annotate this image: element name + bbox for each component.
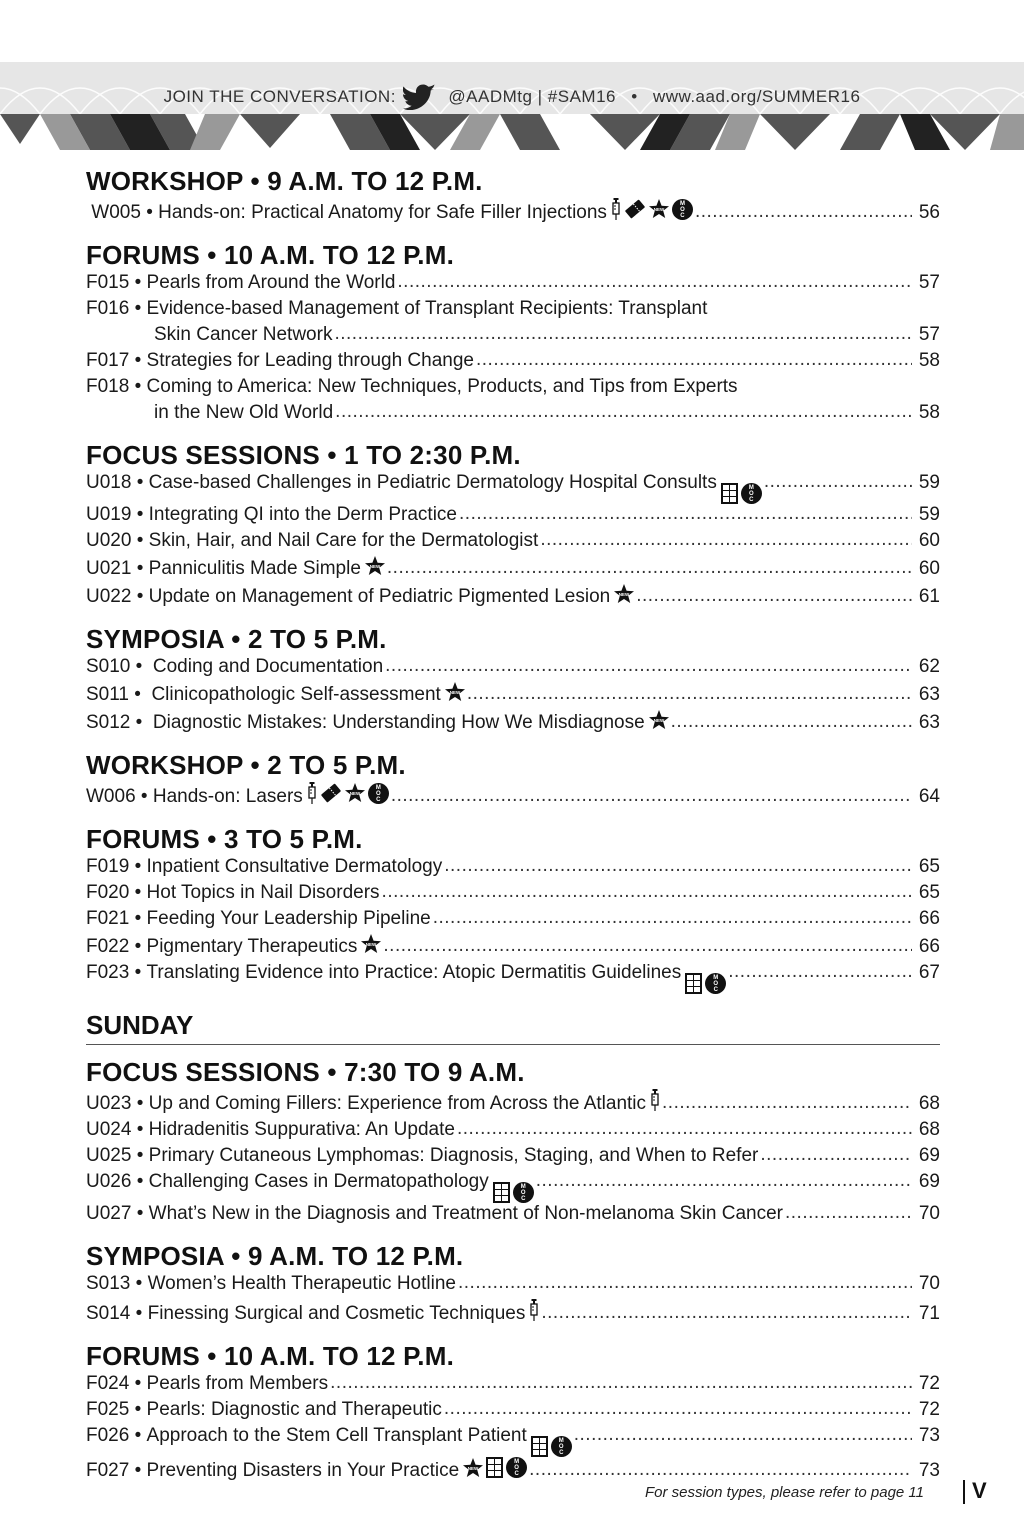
new-star-icon [361, 934, 381, 954]
session-row[interactable] [86, 1271, 940, 1297]
dot-leader [457, 1116, 912, 1142]
session-code: U022 • [86, 586, 149, 607]
session-title: Integrating QI into the Derm Practice [148, 504, 458, 525]
new-star-icon [649, 710, 669, 730]
session-code: F018 • [86, 376, 147, 397]
session-title: Skin Cancer Network [154, 324, 333, 345]
dot-leader [444, 1396, 912, 1422]
section-heading: FORUMS • 3 TO 5 P.M. [86, 824, 363, 854]
session-row[interactable] [86, 1143, 940, 1169]
session-icons [614, 584, 634, 604]
session-title: Hot Topics in Nail Disorders [146, 882, 380, 903]
session-icons [445, 682, 465, 702]
session-code: S010 • [86, 656, 153, 677]
session-title: Clinicopathologic Self-assessment [151, 684, 441, 705]
dot-leader [662, 1090, 912, 1116]
session-row[interactable] [86, 196, 940, 226]
ticket-icon [624, 198, 646, 220]
session-code: F025 • [86, 1399, 147, 1420]
moc-icon: M O C [368, 783, 389, 804]
day-two-schedule [86, 1057, 940, 1484]
session-row[interactable] [86, 1087, 940, 1117]
dot-leader [458, 1270, 912, 1296]
session-row[interactable] [86, 708, 940, 736]
session-row[interactable] [86, 296, 940, 322]
page-reference: 58 [918, 402, 940, 423]
session-title: Update on Management of Pediatric Pigmented Lesion [148, 586, 611, 607]
session-section [86, 624, 940, 736]
session-code: W005 • [86, 202, 159, 223]
session-code: U018 • [86, 472, 149, 493]
session-code: U027 • [86, 1203, 149, 1224]
session-icons [649, 710, 669, 730]
session-title: Hands-on: Lasers [152, 786, 303, 807]
page-reference: 73 [918, 1425, 940, 1446]
session-code: F017 • [86, 350, 147, 371]
footer-divider [963, 1480, 965, 1504]
dot-leader [433, 905, 912, 931]
dot-leader [383, 933, 912, 959]
ticket-icon [320, 782, 342, 804]
svg-text:NEW: NEW [366, 942, 377, 947]
session-code: U020 • [86, 530, 149, 551]
moc-icon: M O C [741, 483, 762, 504]
twitter-bird-icon[interactable] [403, 84, 439, 110]
session-row[interactable] [86, 502, 940, 528]
dot-leader [387, 555, 912, 581]
session-code: U025 • [86, 1145, 149, 1166]
session-section [86, 1241, 940, 1327]
svg-text:NEW: NEW [369, 564, 381, 569]
session-section [86, 1341, 940, 1484]
session-section [86, 240, 940, 426]
session-row[interactable] [86, 270, 940, 296]
session-code: U026 • [86, 1171, 149, 1192]
dot-leader [785, 1200, 912, 1226]
page-reference: 67 [918, 962, 940, 983]
session-code: F023 • [86, 962, 147, 983]
dot-leader [541, 1300, 912, 1326]
dot-leader [391, 783, 912, 809]
session-code: F026 • [86, 1425, 147, 1446]
new-star-icon [345, 783, 365, 803]
session-code: W006 • [86, 786, 153, 807]
section-heading: SYMPOSIA • 9 A.M. TO 12 P.M. [86, 1241, 464, 1271]
page-reference: 73 [918, 1459, 940, 1481]
page-reference: 70 [918, 1273, 940, 1294]
session-code: U019 • [86, 504, 149, 525]
page-reference: 60 [918, 558, 940, 579]
session-title: Pearls: Diagnostic and Therapeutic [146, 1399, 442, 1420]
grid-icon [486, 1457, 503, 1478]
day-heading-sunday: SUNDAY [86, 1010, 940, 1045]
session-code: S012 • [86, 712, 153, 733]
session-row[interactable] [86, 680, 940, 708]
session-title: Strategies for Leading through Change [146, 350, 474, 371]
new-star-icon [463, 1458, 483, 1478]
session-row[interactable] [86, 1397, 940, 1423]
dot-leader [764, 469, 912, 495]
new-star-icon [614, 584, 634, 604]
session-icons [463, 1457, 527, 1478]
section-heading: FOCUS SESSIONS • 7:30 TO 9 A.M. [86, 1057, 525, 1087]
dot-leader [636, 583, 912, 609]
session-title: What’s New in the Diagnosis and Treatment of Non-melanoma Skin Cancer [148, 1203, 783, 1224]
grid-icon [685, 973, 702, 994]
page-reference: 72 [918, 1399, 940, 1420]
session-row[interactable] [86, 322, 940, 348]
session-section [86, 440, 940, 610]
page-footer [0, 1478, 1024, 1508]
session-row[interactable] [86, 1423, 940, 1455]
session-title: Coming to America: New Techniques, Products, and Tips from Experts [146, 376, 738, 397]
header-chevron-pattern [0, 114, 1024, 150]
session-row[interactable] [86, 1117, 940, 1143]
session-row[interactable] [86, 906, 940, 932]
session-code: F016 • [86, 298, 147, 319]
session-title: Panniculitis Made Simple [148, 558, 361, 579]
session-code: F015 • [86, 272, 147, 293]
conversation-line [0, 84, 1024, 110]
page-reference: 60 [918, 530, 940, 551]
page-reference: 65 [918, 856, 940, 877]
dot-leader [536, 1168, 912, 1194]
page-reference: 63 [918, 684, 940, 705]
dot-leader [385, 653, 912, 679]
syringe-icon [307, 782, 317, 804]
session-title: Challenging Cases in Dermatopathology [148, 1171, 489, 1192]
session-section [86, 824, 940, 992]
session-title: Feeding Your Leadership Pipeline [146, 908, 431, 929]
session-code: F019 • [86, 856, 147, 877]
session-row[interactable] [86, 880, 940, 906]
page-reference: 66 [918, 908, 940, 929]
dot-leader [382, 879, 912, 905]
session-code: S011 • [86, 684, 152, 705]
session-row[interactable] [86, 554, 940, 582]
session-icons [611, 198, 693, 220]
separator-bullet: • [631, 87, 638, 106]
session-code: S013 • [86, 1273, 148, 1294]
page-reference: 63 [918, 712, 940, 733]
svg-text:NEW: NEW [618, 592, 630, 597]
section-heading: FORUMS • 10 A.M. TO 12 P.M. [86, 240, 454, 270]
session-code: U024 • [86, 1119, 149, 1140]
website-link[interactable]: www.aad.org/SUMMER16 [652, 87, 861, 106]
session-title: Finessing Surgical and Cosmetic Techniques [147, 1303, 526, 1324]
dot-leader [334, 321, 912, 347]
svg-text:NEW: NEW [349, 791, 361, 796]
session-title: Translating Evidence into Practice: Atopic Dermatitis Guidelines [146, 962, 682, 983]
session-title: Diagnostic Mistakes: Understanding How We Misdiagnose [152, 712, 645, 733]
session-title: Coding and Documentation [152, 656, 384, 677]
grid-icon [531, 1436, 548, 1457]
session-row[interactable] [86, 932, 940, 960]
session-code: U023 • [86, 1093, 149, 1114]
page-reference: 58 [918, 350, 940, 371]
session-code: F021 • [86, 908, 147, 929]
session-row[interactable] [86, 1169, 940, 1201]
dot-leader [330, 1370, 912, 1396]
day-one-schedule [86, 166, 940, 992]
session-code: U021 • [86, 558, 149, 579]
session-title: Primary Cutaneous Lymphomas: Diagnosis, Staging, and When to Refer [148, 1145, 759, 1166]
page-reference: 66 [918, 936, 940, 957]
page-reference: 70 [918, 1203, 940, 1224]
dot-leader [574, 1422, 912, 1448]
dot-leader [540, 527, 912, 553]
section-heading: FORUMS • 10 A.M. TO 12 P.M. [86, 1341, 454, 1371]
schedule-content [86, 166, 940, 1498]
session-types-note: For session types, please refer to page 11 [644, 1484, 924, 1501]
page-reference: 64 [918, 786, 940, 807]
session-row[interactable] [86, 582, 940, 610]
moc-icon: M O C [705, 973, 726, 994]
session-row[interactable] [86, 528, 940, 554]
session-icons [365, 556, 385, 576]
syringe-icon [529, 1299, 539, 1321]
session-row[interactable] [86, 1371, 940, 1397]
syringe-icon [611, 198, 621, 220]
session-title: Hidradenitis Suppurativa: An Update [148, 1119, 455, 1140]
session-section [86, 1057, 940, 1227]
dot-leader [397, 269, 912, 295]
session-title: Women’s Health Therapeutic Hotline [147, 1273, 456, 1294]
page-reference: 59 [918, 504, 940, 525]
dot-leader [695, 199, 912, 225]
svg-text:NEW: NEW [449, 690, 461, 695]
page-reference: 61 [918, 586, 940, 607]
session-icons [307, 782, 389, 804]
session-title: in the New Old World [154, 402, 334, 423]
session-title: Up and Coming Fillers: Experience from Across the Atlantic [148, 1093, 647, 1114]
session-icons [685, 973, 726, 994]
session-row[interactable] [86, 854, 940, 880]
section-heading: WORKSHOP • 9 A.M. TO 12 P.M. [86, 166, 483, 196]
session-code: F022 • [86, 936, 147, 957]
moc-icon: M O C [551, 1436, 572, 1457]
session-code: S014 • [86, 1303, 148, 1324]
page-number: V [972, 1478, 987, 1503]
header-banner [0, 0, 1024, 150]
session-icons [650, 1089, 660, 1111]
page-reference: 72 [918, 1373, 940, 1394]
dot-leader [444, 853, 912, 879]
social-handle[interactable]: @AADMtg | #SAM16 [448, 87, 617, 106]
session-title: Pearls from Around the World [146, 272, 396, 293]
section-heading: FOCUS SESSIONS • 1 TO 2:30 P.M. [86, 440, 521, 470]
session-title: Pearls from Members [146, 1373, 329, 1394]
svg-text:NEW: NEW [467, 1465, 479, 1471]
session-title: Case-based Challenges in Pediatric Dermatology Hospital Consults [148, 472, 717, 493]
dot-leader [671, 709, 912, 735]
svg-text:NEW: NEW [653, 207, 665, 212]
session-row[interactable] [86, 400, 940, 426]
session-title: Approach to the Stem Cell Transplant Patient [146, 1425, 527, 1446]
session-row[interactable] [86, 654, 940, 680]
dot-leader [728, 959, 912, 985]
session-title: Evidence-based Management of Transplant Recipients: Transplant [146, 298, 708, 319]
page-reference: 57 [918, 324, 940, 345]
dot-leader [335, 399, 912, 425]
page-reference: 71 [918, 1303, 940, 1324]
session-row[interactable] [86, 470, 940, 502]
session-code: F020 • [86, 882, 147, 903]
session-title: Hands-on: Practical Anatomy for Safe Filler Injections [158, 202, 607, 223]
session-title: Inpatient Consultative Dermatology [146, 856, 443, 877]
moc-icon: M O C [506, 1457, 527, 1478]
page-reference: 69 [918, 1145, 940, 1166]
session-section [86, 750, 940, 810]
session-row[interactable] [86, 348, 940, 374]
session-title: Preventing Disasters in Your Practice [146, 1459, 460, 1481]
syringe-icon [650, 1089, 660, 1111]
session-code: F027 • [86, 1459, 147, 1481]
session-row[interactable] [86, 960, 940, 992]
page-reference: 57 [918, 272, 940, 293]
dot-leader [467, 681, 912, 707]
session-row[interactable] [86, 780, 940, 810]
session-row[interactable] [86, 1201, 940, 1227]
page-reference: 59 [918, 472, 940, 493]
svg-text:NEW: NEW [653, 718, 664, 723]
page-reference: 69 [918, 1171, 940, 1192]
page-reference: 68 [918, 1093, 940, 1114]
moc-icon: M O C [672, 199, 693, 220]
new-star-icon [445, 682, 465, 702]
new-star-icon [365, 556, 385, 576]
session-row[interactable] [86, 1297, 940, 1327]
page-reference: 56 [918, 202, 940, 223]
session-section [86, 166, 940, 226]
moc-icon: M O C [513, 1182, 534, 1203]
session-code: F024 • [86, 1373, 147, 1394]
grid-icon [493, 1182, 510, 1203]
page-reference: 68 [918, 1119, 940, 1140]
new-star-icon [649, 199, 669, 219]
dot-leader [476, 347, 912, 373]
session-icons [531, 1436, 572, 1457]
dot-leader [459, 501, 912, 527]
page-reference: 62 [918, 656, 940, 677]
section-heading: SYMPOSIA • 2 TO 5 P.M. [86, 624, 387, 654]
session-icons [493, 1182, 534, 1203]
session-title: Skin, Hair, and Nail Care for the Dermatologist [148, 530, 539, 551]
session-title: Pigmentary Therapeutics [146, 936, 358, 957]
join-label: JOIN THE CONVERSATION: [163, 87, 396, 106]
session-row[interactable] [86, 374, 940, 400]
page-reference: 65 [918, 882, 940, 903]
session-icons [529, 1299, 539, 1321]
section-heading: WORKSHOP • 2 TO 5 P.M. [86, 750, 406, 780]
session-icons [361, 934, 381, 954]
dot-leader [760, 1142, 912, 1168]
